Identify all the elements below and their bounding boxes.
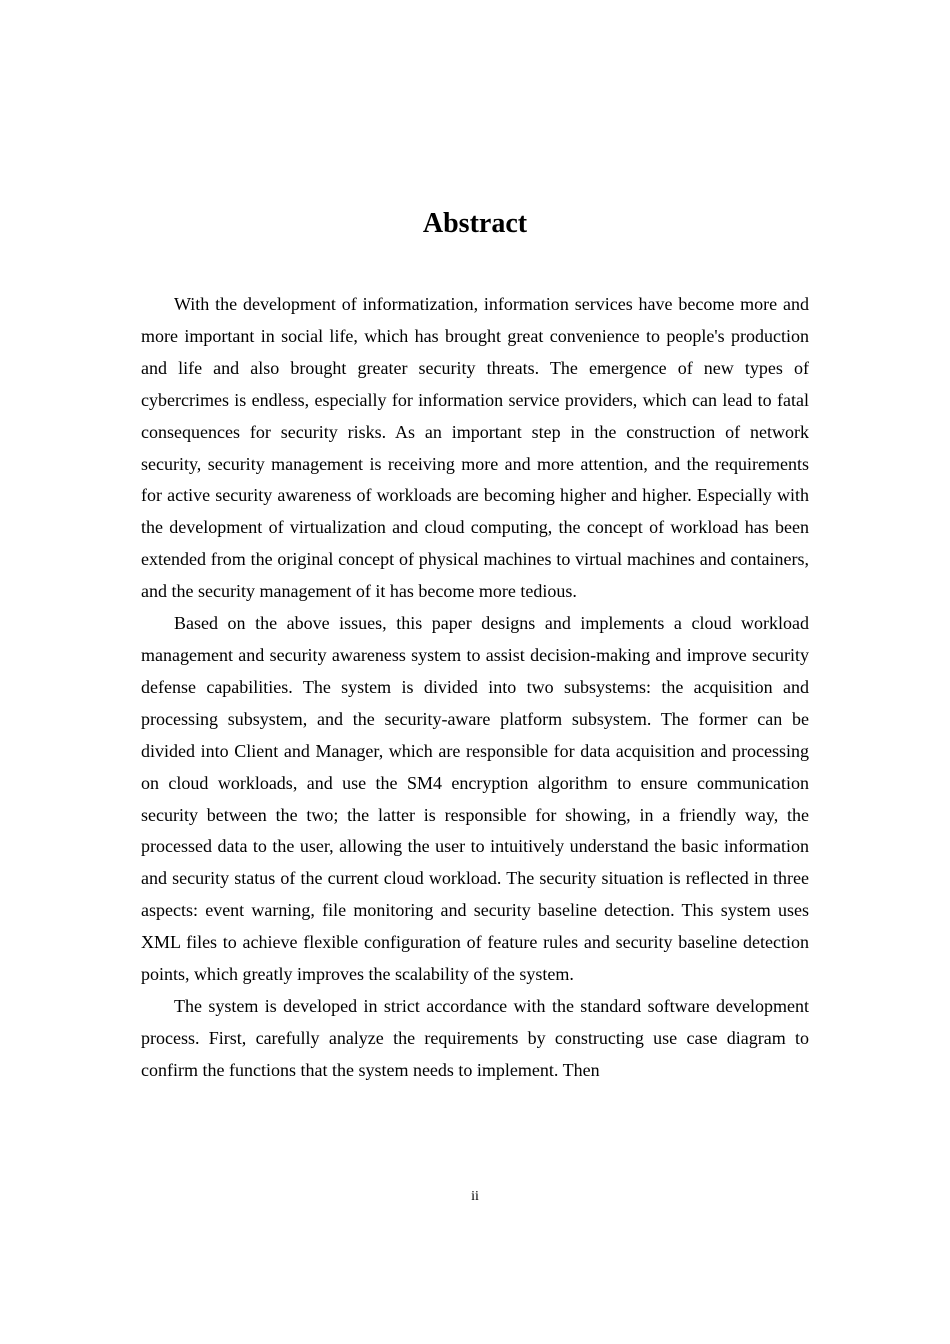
abstract-paragraph-1: With the development of informatization, information services have become more and more important in social life, which has brought great convenience to people's production and life and also brought greater security threats. The emergence of new types of cybercrimes is endless, especially for information service providers, which can lead to fatal consequences for security risks. As an important step in the construction of network security, security management is receiving more and more attention, and the requirements for active security awareness of workloads are becoming higher and higher. Especially with the development of virtualization and cloud computing, the concept of workload has been extended from the original concept of physical machines to virtual machines and containers, and the security management of it has become more tedious. (141, 294, 809, 602)
abstract-paragraph-3: The system is developed in strict accordance with the standard software development process. First, carefully analyze the requirements by constructing use case diagram to confirm the functions that the system needs to implement. Then (141, 995, 809, 1080)
abstract-body (141, 289, 809, 1087)
page-title: Abstract (422, 208, 528, 239)
page-number: ii (471, 1189, 479, 1204)
abstract-paragraph-2: Based on the above issues, this paper designs and implements a cloud workload management and security awareness system to assist decision-making and improve security defense capabilities. The system is divided into two subsystems: the acquisition and processing subsystem, and the security-aware platform subsystem. The former can be divided into Client and Manager, which are responsible for data acquisition and processing on cloud workloads, and use the SM4 encryption algorithm to ensure communication security between the two; the latter is responsible for showing, in a friendly way, the processed data to the user, allowing the user to intuitively understand the basic information and security status of the current cloud workload. The security situation is reflected in three aspects: event warning, file monitoring and security baseline detection. This system uses XML files to achieve flexible configuration of feature rules and security baseline detection points, which greatly improves the scalability of the system. (141, 613, 809, 985)
